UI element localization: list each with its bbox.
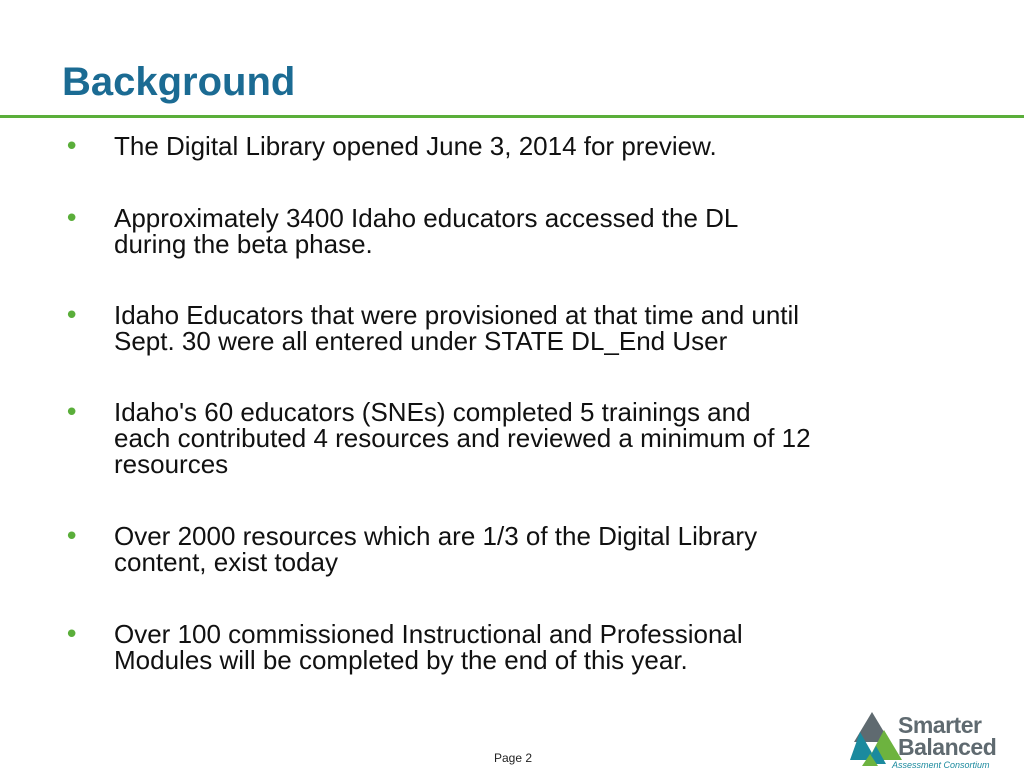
bullet-line: Over 2000 resources which are 1/3 of the Digital Library [114,521,758,551]
bullet-line: The Digital Library opened June 3, 2014 for preview. [114,131,717,161]
bullet-line: resources [114,449,229,479]
logo-word-smarter: Smarter [898,712,982,738]
bullet-icon: • [64,132,80,162]
bullet-line: during the beta phase. [114,229,373,259]
slide-title: Background [62,60,296,104]
bullet-line: Approximately 3400 Idaho educators accessed the DL [114,203,739,233]
bullet-line: content, exist today [114,547,339,577]
bullet-text [114,399,999,477]
bullet-text [114,302,999,354]
bullet-line: Idaho's 60 educators (SNEs) completed 5 trainings and [114,397,751,427]
triangles-logo-icon [850,710,902,766]
bullet-line: each contributed 4 resources and reviewed a minimum of 12 [114,423,811,453]
bullet-icon: • [64,522,80,552]
bullet-line: Sept. 30 were all entered under STATE DL_End User [114,326,728,356]
logo-word-balanced: Balanced [898,734,997,760]
bullet-icon: • [64,398,80,428]
logo-tagline: Assessment Consortium [892,760,990,770]
bullet-text [114,133,999,159]
bullet-line: Over 100 commissioned Instructional and Professional [114,619,743,649]
bullet-icon: • [64,204,80,234]
bullet-text [114,523,999,575]
bullet-line: Idaho Educators that were provisioned at that time and until [114,300,800,330]
title-divider [0,115,1024,118]
bullet-line: Modules will be completed by the end of this year. [114,645,688,675]
smarter-balanced-logo [850,708,1024,768]
page-number: Page 2 [494,751,533,765]
bullet-text [114,205,999,257]
bullet-text [114,621,999,673]
bullet-icon: • [64,620,80,650]
bullet-icon: • [64,301,80,331]
